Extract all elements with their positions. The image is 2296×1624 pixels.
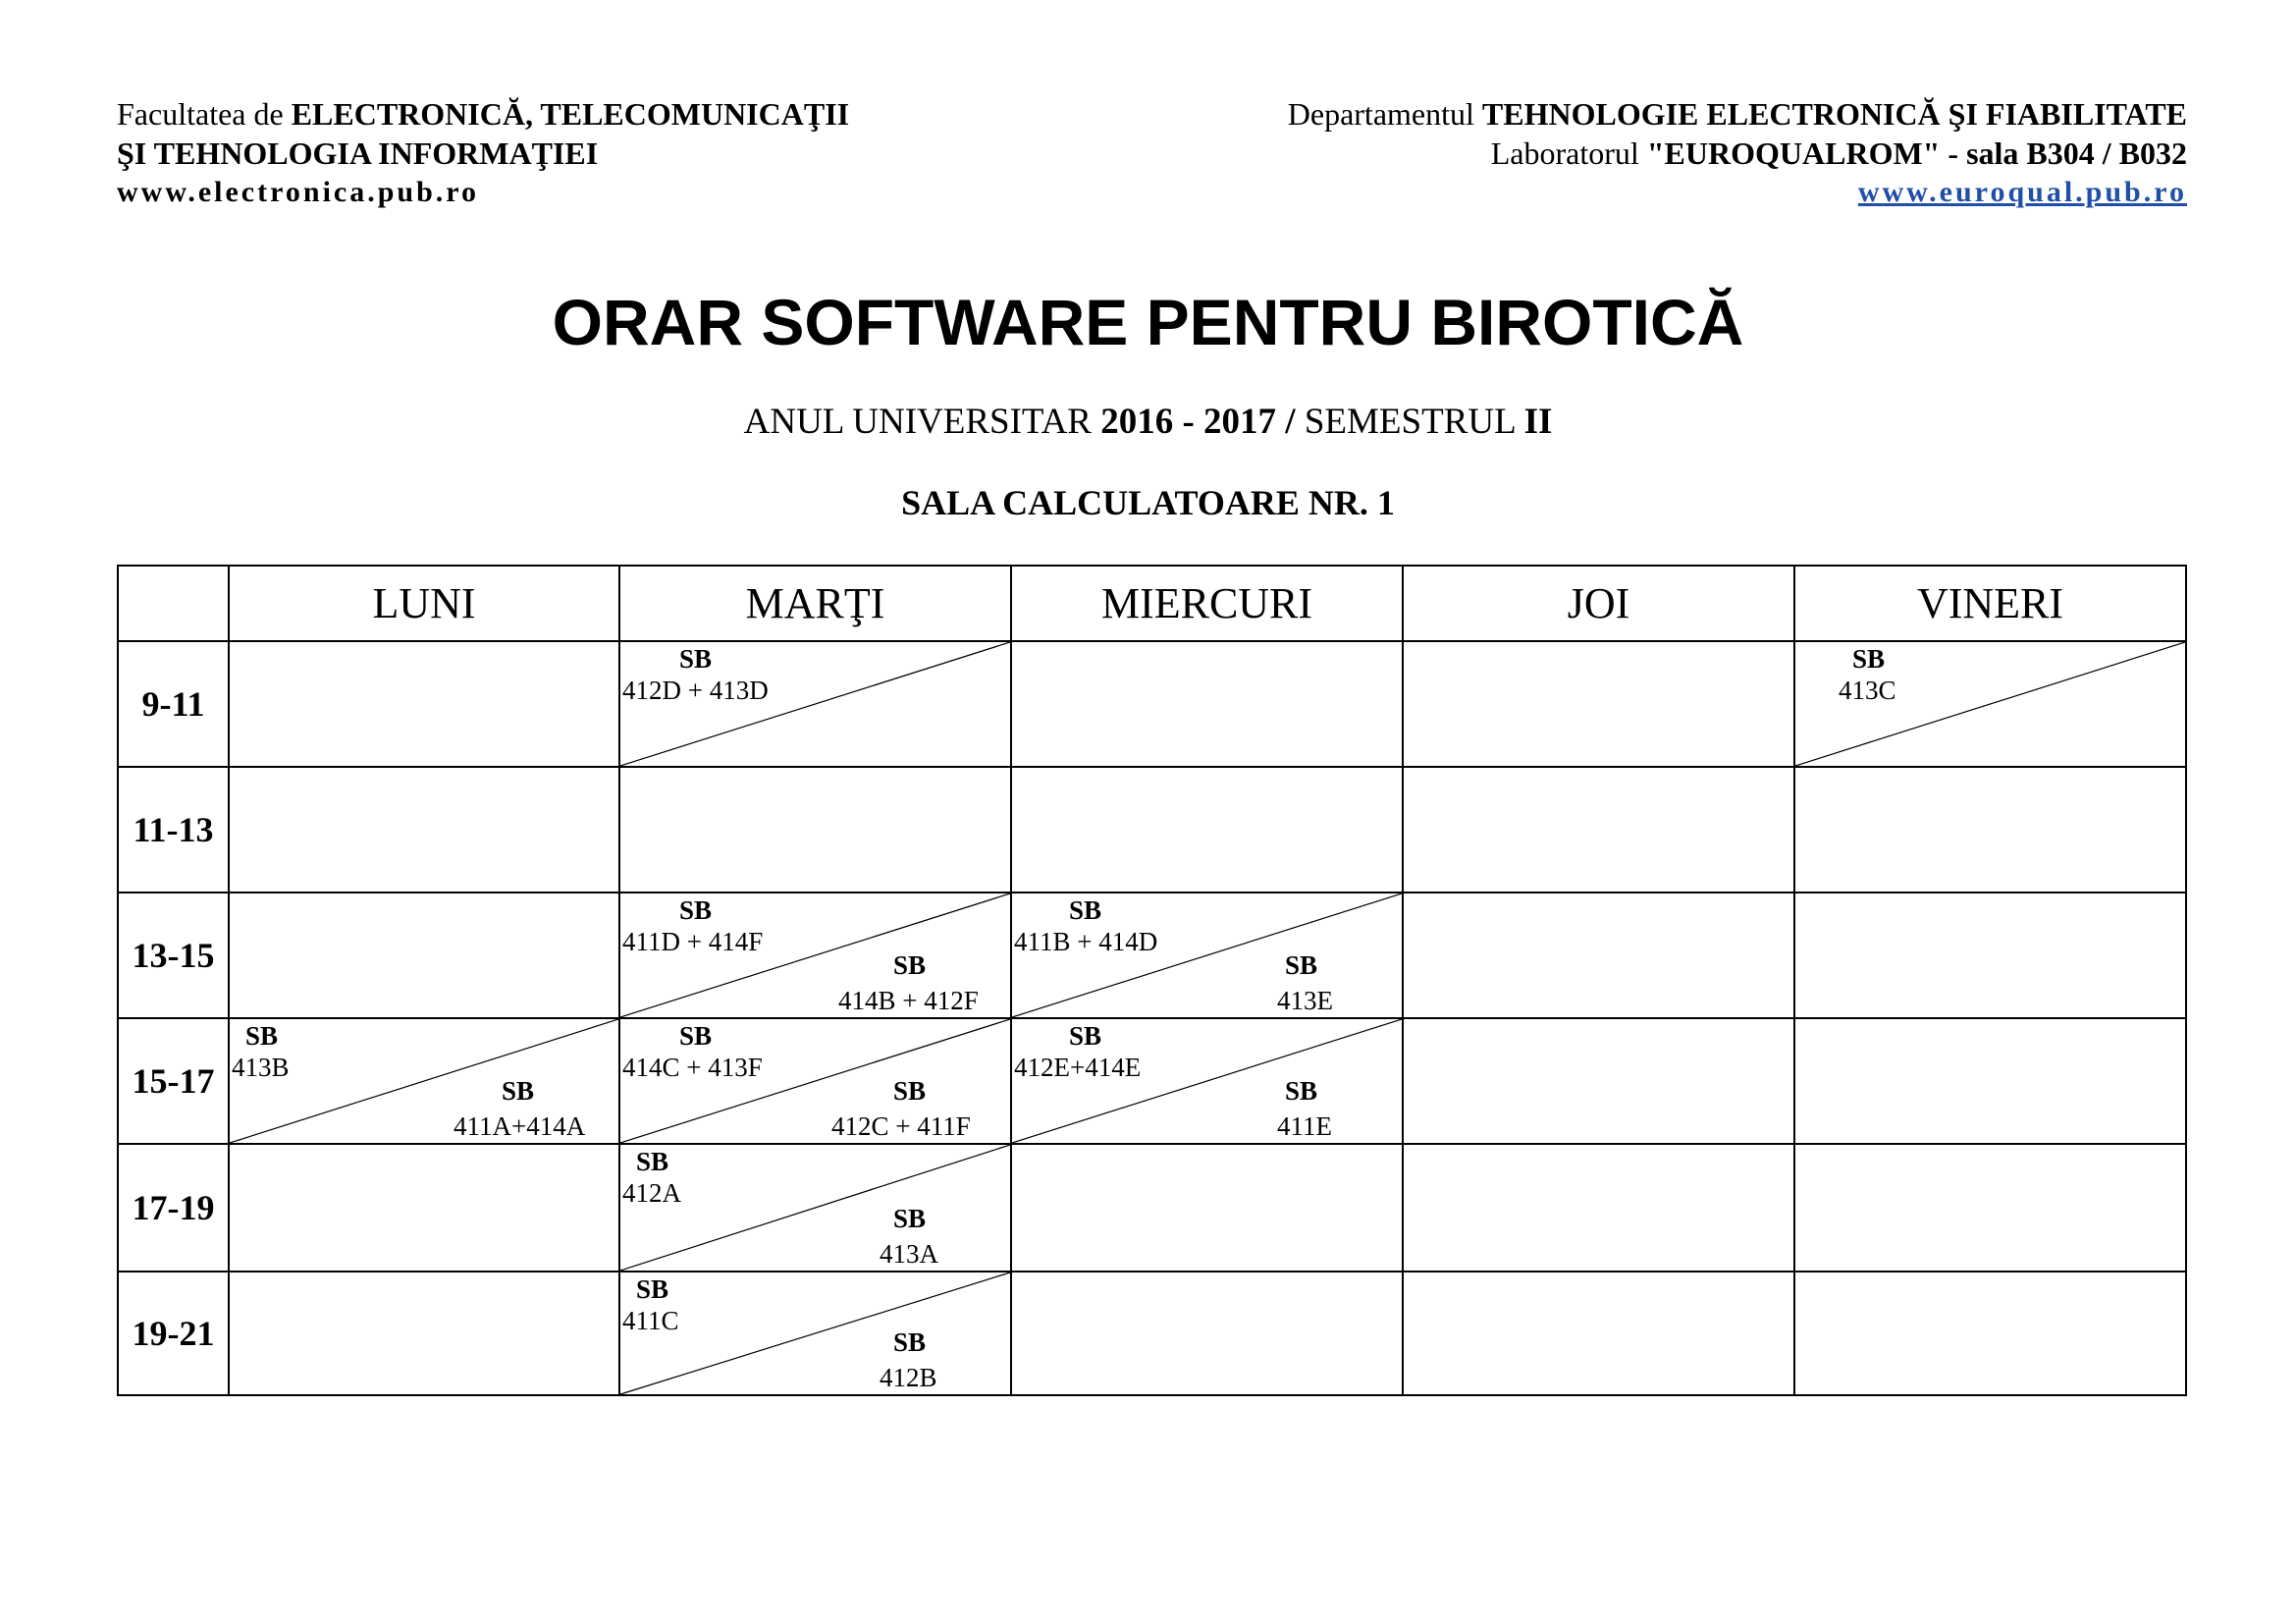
schedule-cell xyxy=(619,1272,1011,1395)
faculty-line-1: Facultatea de ELECTRONICĂ, TELECOMUNICAŢII xyxy=(117,96,850,132)
schedule-cell xyxy=(1794,767,2186,893)
schedule-cell xyxy=(1011,1144,1403,1272)
group-label: 412B xyxy=(880,1363,937,1392)
time-slot-label: 15-17 xyxy=(118,1018,229,1144)
day-header: MIERCURI xyxy=(1011,566,1403,641)
corner-cell xyxy=(118,566,229,641)
schedule-cell xyxy=(1403,893,1794,1018)
subject-label: SB xyxy=(679,895,713,925)
subject-label: SB xyxy=(636,1147,669,1176)
schedule-cell xyxy=(619,767,1011,893)
group-label: 411E xyxy=(1277,1111,1332,1141)
subject-label: SB xyxy=(679,1021,713,1051)
group-label: 413A xyxy=(880,1239,938,1269)
schedule-cell xyxy=(229,767,619,893)
schedule-cell xyxy=(229,1144,619,1272)
schedule-table xyxy=(117,565,2187,1396)
room-title: SALA CALCULATOARE NR. 1 xyxy=(901,483,1395,522)
time-slot-label: 17-19 xyxy=(118,1144,229,1272)
schedule-cell xyxy=(1794,893,2186,1018)
department-line-1: Departamentul TEHNOLOGIE ELECTRONICĂ ŞI FIABILITATE xyxy=(1287,96,2187,132)
schedule-cell xyxy=(1403,767,1794,893)
department-header xyxy=(1288,94,2187,212)
time-row xyxy=(118,767,2186,893)
group-label: 413B xyxy=(232,1053,290,1082)
faculty-line-2: ŞI TEHNOLOGIA INFORMAŢIEI xyxy=(117,135,599,171)
diagonal-divider xyxy=(620,1272,1010,1394)
day-header: MARŢI xyxy=(619,566,1011,641)
schedule-cell xyxy=(1794,641,2186,767)
subject-label: SB xyxy=(636,1274,669,1304)
group-label: 411A+414A xyxy=(454,1111,586,1141)
time-row xyxy=(118,1144,2186,1272)
group-label: 411B + 414D xyxy=(1014,927,1158,956)
subject-label: SB xyxy=(1069,1021,1102,1051)
laboratory-website-link[interactable]: www.euroqual.pub.ro xyxy=(1857,176,2187,208)
group-label: 414B + 412F xyxy=(838,986,979,1015)
schedule-cell xyxy=(1403,641,1794,767)
subject-label: SB xyxy=(893,1204,927,1233)
group-label: 414C + 413F xyxy=(622,1053,763,1082)
laboratory-line: Laboratorul "EUROQUALROM" - sala B304 / B032 xyxy=(1490,135,2187,171)
schedule-cell xyxy=(1794,1144,2186,1272)
schedule-cell xyxy=(1011,893,1403,1018)
day-header: LUNI xyxy=(229,566,619,641)
schedule-cell xyxy=(1403,1272,1794,1395)
time-slot-label: 13-15 xyxy=(118,893,229,1018)
schedule-cell xyxy=(1794,1018,2186,1144)
schedule-cell xyxy=(1011,1272,1403,1395)
time-slot-label: 19-21 xyxy=(118,1272,229,1395)
academic-year-line: ANUL UNIVERSITAR 2016 - 2017 / SEMESTRUL II xyxy=(743,402,1553,442)
schedule-cell xyxy=(619,1144,1011,1272)
time-slot-label: 11-13 xyxy=(118,767,229,893)
schedule-cell xyxy=(1011,767,1403,893)
faculty-website[interactable]: www.electronica.pub.ro xyxy=(117,176,480,208)
schedule-cell xyxy=(1403,1144,1794,1272)
schedule-cell xyxy=(619,1018,1011,1144)
schedule-cell xyxy=(1011,641,1403,767)
group-label: 413C xyxy=(1839,676,1896,705)
time-row xyxy=(118,1272,2186,1395)
faculty-header xyxy=(117,94,849,212)
schedule-cell xyxy=(229,1272,619,1395)
subject-label: SB xyxy=(1852,644,1886,674)
schedule-cell xyxy=(619,641,1011,767)
schedule-cell xyxy=(1011,1018,1403,1144)
group-label: 412C + 411F xyxy=(831,1111,971,1141)
subject-label: SB xyxy=(1285,1076,1318,1106)
subject-label: SB xyxy=(893,950,927,980)
schedule-cell xyxy=(229,893,619,1018)
page-title: ORAR SOFTWARE PENTRU BIROTICĂ xyxy=(552,286,1744,358)
schedule-cell xyxy=(229,641,619,767)
group-label: 412D + 413D xyxy=(622,676,769,705)
diagonal-divider xyxy=(620,1145,1010,1271)
day-header: VINERI xyxy=(1794,566,2186,641)
schedule-cell xyxy=(1794,1272,2186,1395)
group-label: 411C xyxy=(622,1306,679,1335)
time-row xyxy=(118,893,2186,1018)
subject-label: SB xyxy=(245,1021,279,1051)
schedule-cell xyxy=(619,893,1011,1018)
time-row xyxy=(118,641,2186,767)
schedule-cell xyxy=(1403,1018,1794,1144)
schedule-cell xyxy=(229,1018,619,1144)
time-row xyxy=(118,1018,2186,1144)
group-label: 412E+414E xyxy=(1014,1053,1142,1082)
day-header-row xyxy=(118,566,2186,641)
group-label: 412A xyxy=(622,1178,681,1208)
group-label: 411D + 414F xyxy=(622,927,764,956)
day-header: JOI xyxy=(1403,566,1794,641)
subject-label: SB xyxy=(1285,950,1318,980)
subject-label: SB xyxy=(502,1076,535,1106)
subject-label: SB xyxy=(893,1327,927,1357)
subject-label: SB xyxy=(1069,895,1102,925)
subject-label: SB xyxy=(679,644,713,674)
subject-label: SB xyxy=(893,1076,927,1106)
time-slot-label: 9-11 xyxy=(118,641,229,767)
schedule-grid xyxy=(117,565,2185,1394)
group-label: 413E xyxy=(1277,986,1333,1015)
